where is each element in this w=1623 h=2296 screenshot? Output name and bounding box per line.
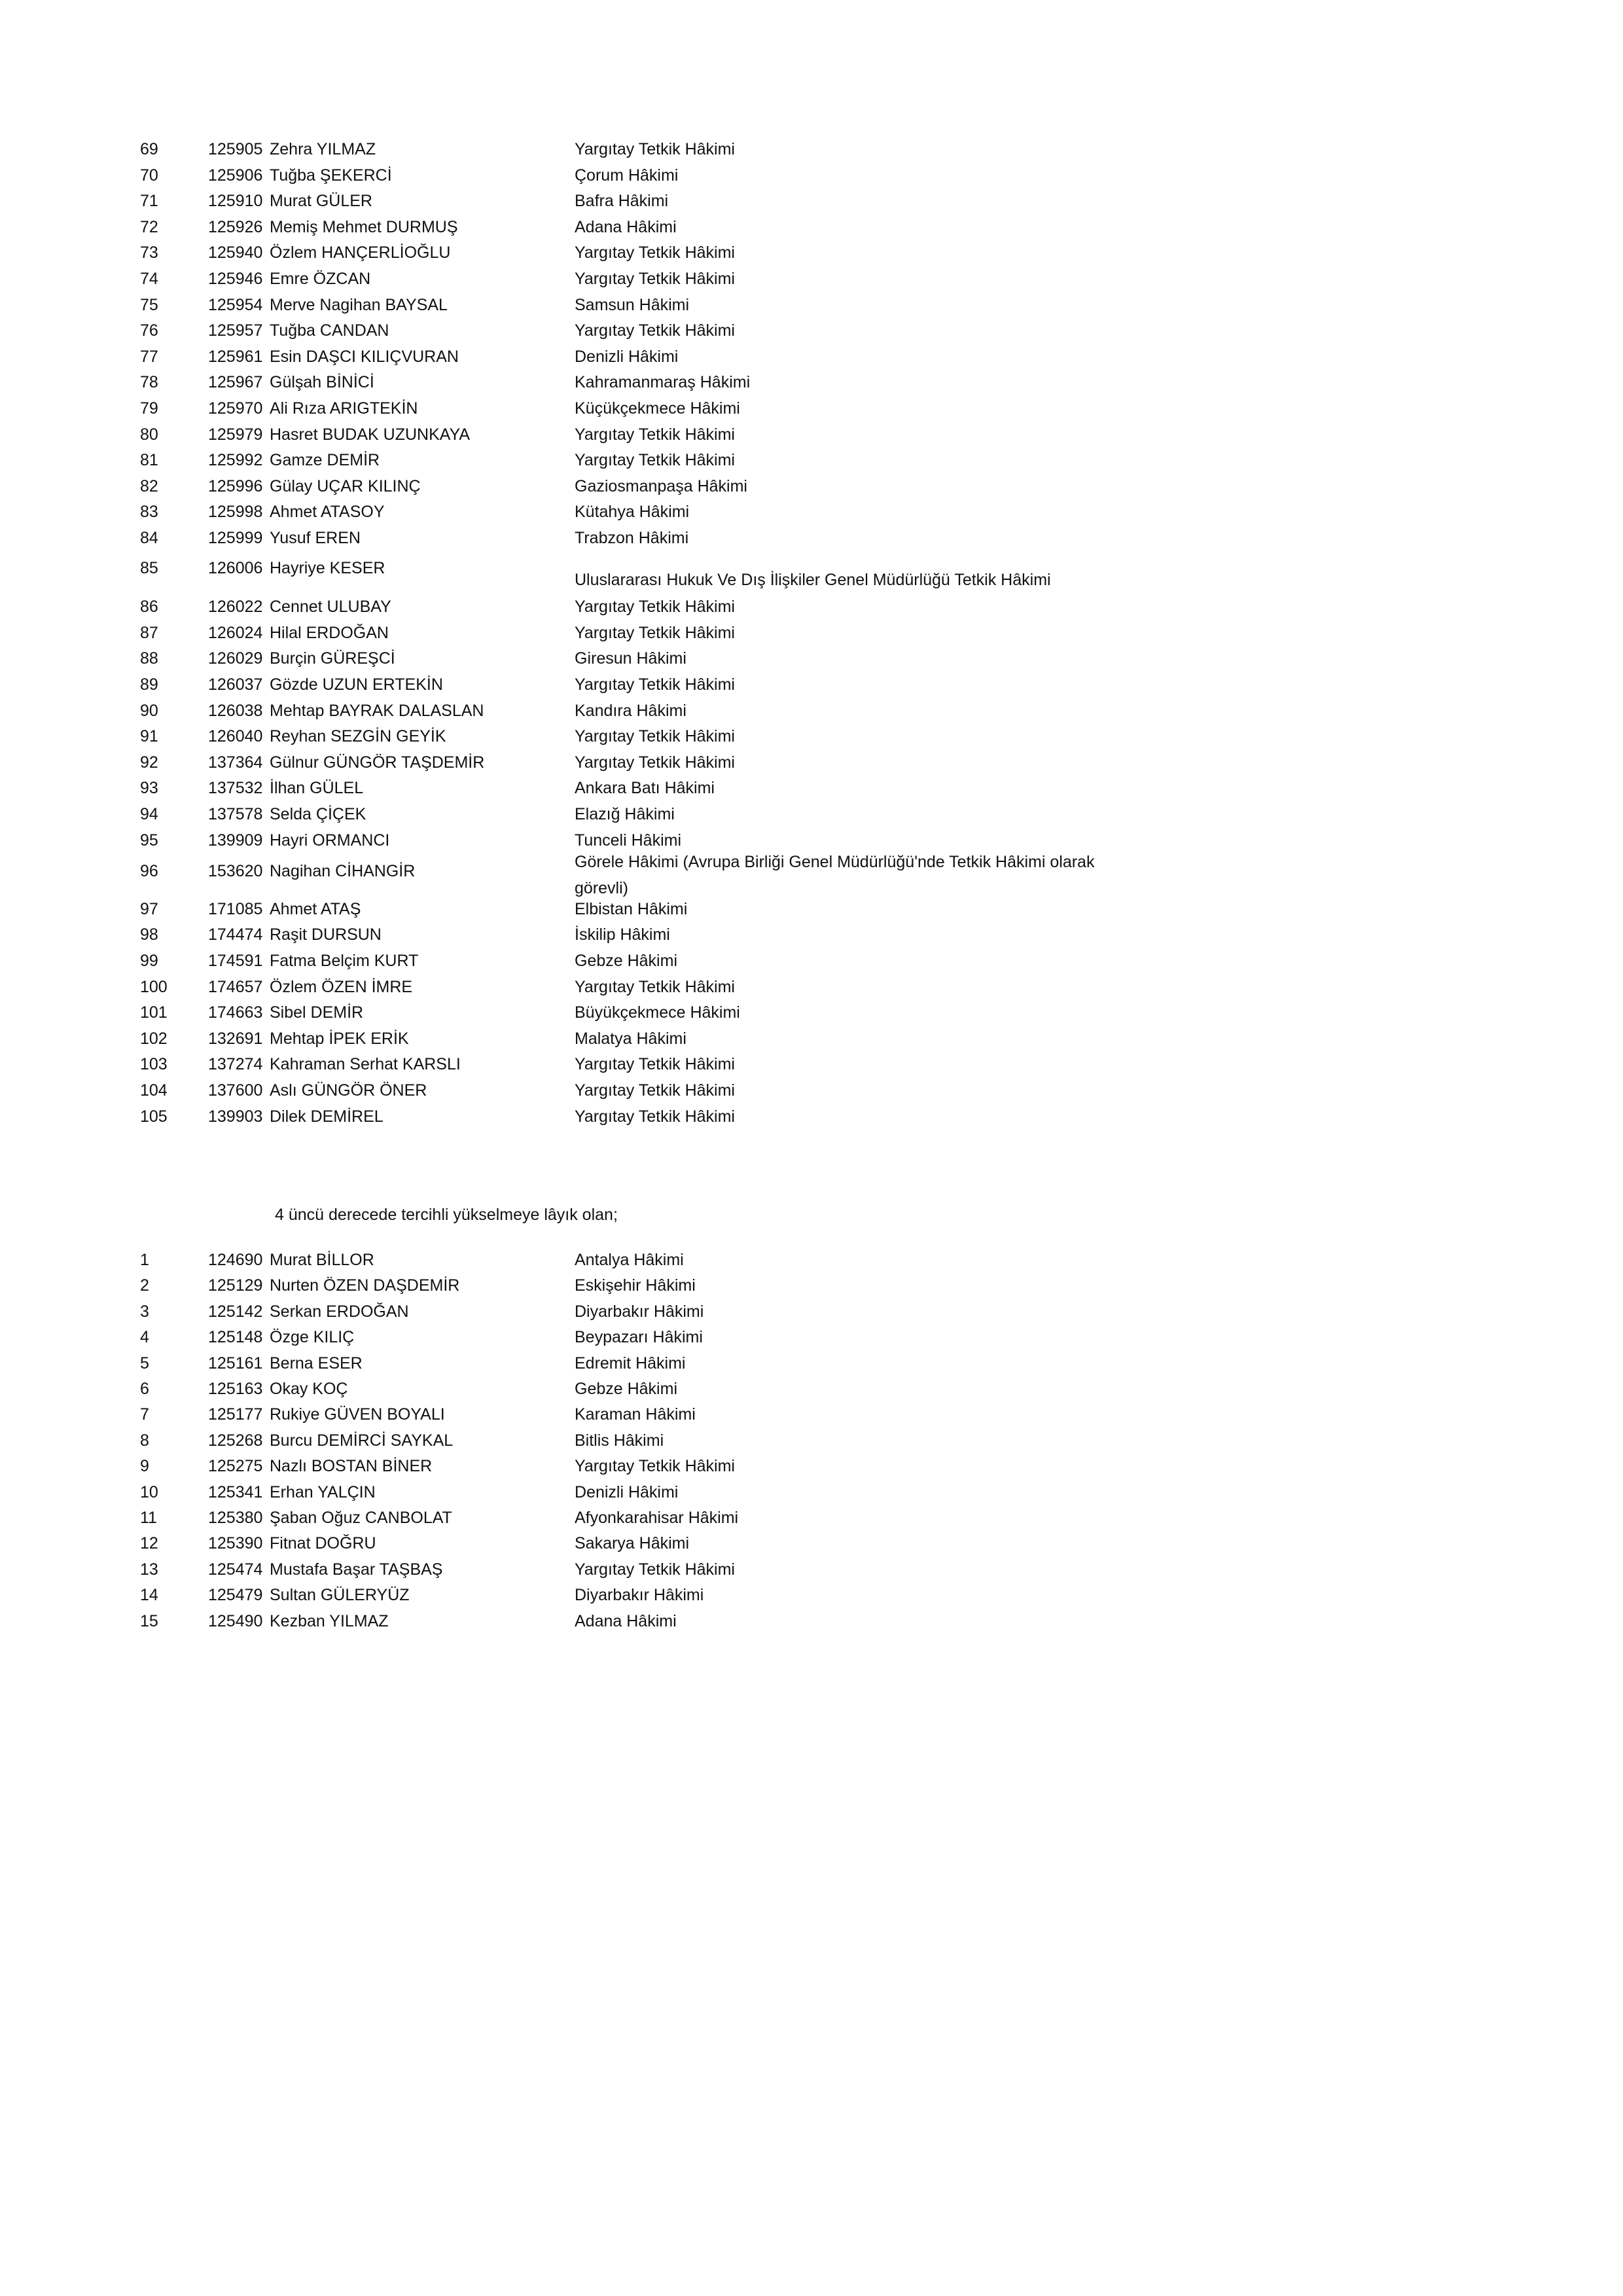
assignment: Yargıtay Tetkik Hâkimi — [575, 1457, 735, 1476]
person-name: Ali Rıza ARIGTEKİN — [270, 399, 418, 418]
person-name: Kahraman Serhat KARSLI — [270, 1055, 461, 1074]
assignment: Giresun Hâkimi — [575, 649, 687, 668]
registry-number: 125341 — [208, 1482, 263, 1501]
row-number: 94 — [140, 805, 158, 823]
row-number: 91 — [140, 727, 158, 746]
row-number: 82 — [140, 476, 158, 495]
registry-number: 171085 — [208, 899, 263, 918]
person-name: Sibel DEMİR — [270, 1003, 364, 1022]
assignment: Diyarbakır Hâkimi — [575, 1586, 704, 1605]
row-number: 103 — [140, 1055, 168, 1074]
registry-number: 126038 — [208, 701, 263, 720]
person-name: Özge KILIÇ — [270, 1328, 355, 1347]
registry-number: 125390 — [208, 1534, 263, 1553]
assignment: Trabzon Hâkimi — [575, 529, 689, 547]
row-number: 102 — [140, 1029, 168, 1048]
assignment: Yargıtay Tetkik Hâkimi — [575, 243, 735, 262]
row-number: 14 — [140, 1586, 158, 1605]
row-number: 88 — [140, 649, 158, 668]
assignment: Ankara Batı Hâkimi — [575, 779, 715, 798]
person-name: Mustafa Başar TAŞBAŞ — [270, 1560, 443, 1579]
row-number: 75 — [140, 295, 158, 314]
registry-number: 125129 — [208, 1276, 263, 1295]
row-number: 98 — [140, 925, 158, 944]
person-name: Fatma Belçim KURT — [270, 952, 419, 970]
registry-number: 125946 — [208, 270, 263, 288]
assignment: Yargıtay Tetkik Hâkimi — [575, 598, 735, 617]
person-name: Tuğba ŞEKERCİ — [270, 166, 392, 185]
person-name: Gözde UZUN ERTEKİN — [270, 675, 443, 694]
person-name: Berna ESER — [270, 1354, 363, 1372]
person-name: Şaban Oğuz CANBOLAT — [270, 1509, 452, 1527]
row-number: 7 — [140, 1405, 149, 1424]
registry-number: 132691 — [208, 1029, 263, 1048]
registry-number: 124690 — [208, 1251, 263, 1269]
row-number: 100 — [140, 977, 168, 996]
assignment: Yargıtay Tetkik Hâkimi — [575, 270, 735, 288]
assignment: Adana Hâkimi — [575, 1611, 677, 1630]
row-number: 105 — [140, 1107, 168, 1126]
assignment: Adana Hâkimi — [575, 217, 677, 236]
assignment: Edremit Hâkimi — [575, 1354, 686, 1372]
row-number: 104 — [140, 1081, 168, 1100]
assignment: Bitlis Hâkimi — [575, 1431, 664, 1450]
registry-number: 125926 — [208, 217, 263, 236]
person-name: Ahmet ATAŞ — [270, 899, 361, 918]
registry-number: 125474 — [208, 1560, 263, 1579]
person-name: Sultan GÜLERYÜZ — [270, 1586, 410, 1605]
assignment: Yargıtay Tetkik Hâkimi — [575, 675, 735, 694]
registry-number: 125490 — [208, 1611, 263, 1630]
row-number: 96 — [140, 862, 158, 881]
registry-number: 137274 — [208, 1055, 263, 1074]
registry-number: 126006 — [208, 558, 263, 577]
person-name: Gülşah BİNİCİ — [270, 373, 374, 392]
person-name: Memiş Mehmet DURMUŞ — [270, 217, 458, 236]
person-name: Hasret BUDAK UZUNKAYA — [270, 425, 471, 444]
person-name: Zehra YILMAZ — [270, 140, 376, 158]
assignment: Samsun Hâkimi — [575, 295, 690, 314]
registry-number: 174474 — [208, 925, 263, 944]
person-name: Burçin GÜREŞCİ — [270, 649, 395, 668]
person-name: Esin DAŞCI KILIÇVURAN — [270, 347, 459, 366]
registry-number: 125999 — [208, 529, 263, 547]
registry-number: 126029 — [208, 649, 263, 668]
row-number: 13 — [140, 1560, 158, 1579]
row-number: 2 — [140, 1276, 149, 1295]
person-name: Murat GÜLER — [270, 192, 372, 211]
registry-number: 125161 — [208, 1354, 263, 1372]
row-number: 97 — [140, 899, 158, 918]
assignment: Yargıtay Tetkik Hâkimi — [575, 727, 735, 746]
assignment: Yargıtay Tetkik Hâkimi — [575, 1081, 735, 1100]
registry-number: 125970 — [208, 399, 263, 418]
row-number: 72 — [140, 217, 158, 236]
assignment: Gaziosmanpaşa Hâkimi — [575, 476, 747, 495]
registry-number: 137364 — [208, 753, 263, 772]
registry-number: 125940 — [208, 243, 263, 262]
row-number: 4 — [140, 1328, 149, 1347]
person-name: Burcu DEMİRCİ SAYKAL — [270, 1431, 454, 1450]
person-name: Gamze DEMİR — [270, 451, 380, 470]
registry-number: 125479 — [208, 1586, 263, 1605]
registry-number: 174663 — [208, 1003, 263, 1022]
assignment: Yargıtay Tetkik Hâkimi — [575, 451, 735, 470]
person-name: Erhan YALÇIN — [270, 1482, 376, 1501]
row-number: 93 — [140, 779, 158, 798]
person-name: Okay KOÇ — [270, 1380, 348, 1398]
person-name: Serkan ERDOĞAN — [270, 1302, 409, 1321]
row-number: 6 — [140, 1380, 149, 1398]
row-number: 101 — [140, 1003, 168, 1022]
assignment: Yargıtay Tetkik Hâkimi — [575, 1107, 735, 1126]
row-number: 81 — [140, 451, 158, 470]
assignment: Elbistan Hâkimi — [575, 899, 688, 918]
assignment: Elazığ Hâkimi — [575, 805, 675, 823]
registry-number: 125148 — [208, 1328, 263, 1347]
assignment: Denizli Hâkimi — [575, 1482, 679, 1501]
row-number: 71 — [140, 192, 158, 211]
row-number: 78 — [140, 373, 158, 392]
row-number: 74 — [140, 270, 158, 288]
assignment: Büyükçekmece Hâkimi — [575, 1003, 740, 1022]
assignment: Yargıtay Tetkik Hâkimi — [575, 140, 735, 158]
row-number: 5 — [140, 1354, 149, 1372]
registry-number: 125967 — [208, 373, 263, 392]
assignment: Kütahya Hâkimi — [575, 503, 690, 522]
row-number: 79 — [140, 399, 158, 418]
row-number: 73 — [140, 243, 158, 262]
person-name: Dilek DEMİREL — [270, 1107, 383, 1126]
person-name: Selda ÇİÇEK — [270, 805, 366, 823]
registry-number: 125905 — [208, 140, 263, 158]
assignment: Yargıtay Tetkik Hâkimi — [575, 977, 735, 996]
row-number: 84 — [140, 529, 158, 547]
person-name: Hayriye KESER — [270, 558, 385, 577]
registry-number: 125992 — [208, 451, 263, 470]
row-number: 8 — [140, 1431, 149, 1450]
person-name: Kezban YILMAZ — [270, 1611, 389, 1630]
row-number: 12 — [140, 1534, 158, 1553]
row-number: 70 — [140, 166, 158, 185]
row-number: 83 — [140, 503, 158, 522]
person-name: Nurten ÖZEN DAŞDEMİR — [270, 1276, 460, 1295]
row-number: 11 — [140, 1509, 157, 1527]
registry-number: 153620 — [208, 862, 263, 881]
assignment: Yargıtay Tetkik Hâkimi — [575, 425, 735, 444]
assignment: Tunceli Hâkimi — [575, 831, 682, 850]
assignment: Denizli Hâkimi — [575, 347, 679, 366]
row-number: 85 — [140, 558, 158, 577]
row-number: 80 — [140, 425, 158, 444]
row-number: 3 — [140, 1302, 149, 1321]
assignment: Yargıtay Tetkik Hâkimi — [575, 753, 735, 772]
assignment: Görele Hâkimi (Avrupa Birliği Genel Müdürlüğü'nde Tetkik Hâkimi olarak görevli) — [575, 853, 1095, 898]
registry-number: 139909 — [208, 831, 263, 850]
assignment: Yargıtay Tetkik Hâkimi — [575, 1560, 735, 1579]
row-number: 15 — [140, 1611, 158, 1630]
registry-number: 125954 — [208, 295, 263, 314]
assignment: Kahramanmaraş Hâkimi — [575, 373, 751, 392]
assignment: Eskişehir Hâkimi — [575, 1276, 696, 1295]
registry-number: 125979 — [208, 425, 263, 444]
person-name: Hilal ERDOĞAN — [270, 623, 389, 642]
person-name: Yusuf EREN — [270, 529, 361, 547]
person-name: Fitnat DOĞRU — [270, 1534, 376, 1553]
row-number: 87 — [140, 623, 158, 642]
assignment: Küçükçekmece Hâkimi — [575, 399, 740, 418]
registry-number: 126040 — [208, 727, 263, 746]
assignment: Diyarbakır Hâkimi — [575, 1302, 704, 1321]
row-number: 69 — [140, 140, 158, 158]
person-name: Merve Nagihan BAYSAL — [270, 295, 448, 314]
row-number: 10 — [140, 1482, 158, 1501]
person-name: Murat BİLLOR — [270, 1251, 374, 1269]
registry-number: 125380 — [208, 1509, 263, 1527]
assignment: Çorum Hâkimi — [575, 166, 679, 185]
assignment: Yargıtay Tetkik Hâkimi — [575, 1055, 735, 1074]
person-name: Özlem ÖZEN İMRE — [270, 977, 413, 996]
person-name: Mehtap İPEK ERİK — [270, 1029, 409, 1048]
assignment: Beypazarı Hâkimi — [575, 1328, 703, 1347]
registry-number: 125957 — [208, 321, 263, 340]
row-number: 89 — [140, 675, 158, 694]
person-name: Rukiye GÜVEN BOYALI — [270, 1405, 445, 1424]
assignment: Kandıra Hâkimi — [575, 701, 687, 720]
registry-number: 137600 — [208, 1081, 263, 1100]
row-number: 76 — [140, 321, 158, 340]
registry-number: 125142 — [208, 1302, 263, 1321]
person-name: Ahmet ATASOY — [270, 503, 385, 522]
registry-number: 125275 — [208, 1457, 263, 1476]
row-number: 99 — [140, 952, 158, 970]
person-name: Nagihan CİHANGİR — [270, 862, 416, 881]
assignment: İskilip Hâkimi — [575, 925, 670, 944]
registry-number: 174657 — [208, 977, 263, 996]
assignment: Malatya Hâkimi — [575, 1029, 687, 1048]
person-name: Mehtap BAYRAK DALASLAN — [270, 701, 484, 720]
person-name: Hayri ORMANCI — [270, 831, 390, 850]
registry-number: 126037 — [208, 675, 263, 694]
person-name: Gülay UÇAR KILINÇ — [270, 476, 421, 495]
row-number: 9 — [140, 1457, 149, 1476]
registry-number: 125177 — [208, 1405, 263, 1424]
registry-number: 125906 — [208, 166, 263, 185]
registry-number: 126024 — [208, 623, 263, 642]
assignment: Bafra Hâkimi — [575, 192, 669, 211]
section-2-heading: 4 üncü derecede tercihli yükselmeye lâyık olan; — [275, 1206, 618, 1224]
registry-number: 126022 — [208, 598, 263, 617]
row-number: 1 — [140, 1251, 149, 1269]
assignment: Sakarya Hâkimi — [575, 1534, 690, 1553]
row-number: 90 — [140, 701, 158, 720]
assignment: Yargıtay Tetkik Hâkimi — [575, 623, 735, 642]
assignment: Antalya Hâkimi — [575, 1251, 684, 1269]
person-name: İlhan GÜLEL — [270, 779, 364, 798]
person-name: Özlem HANÇERLİOĞLU — [270, 243, 451, 262]
person-name: Emre ÖZCAN — [270, 270, 371, 288]
person-name: Reyhan SEZGİN GEYİK — [270, 727, 446, 746]
registry-number: 125910 — [208, 192, 263, 211]
registry-number: 137578 — [208, 805, 263, 823]
row-number: 95 — [140, 831, 158, 850]
assignment: Gebze Hâkimi — [575, 952, 677, 970]
row-number: 86 — [140, 598, 158, 617]
registry-number: 125996 — [208, 476, 263, 495]
person-name: Raşit DURSUN — [270, 925, 382, 944]
person-name: Cennet ULUBAY — [270, 598, 391, 617]
registry-number: 125961 — [208, 347, 263, 366]
assignment: Yargıtay Tetkik Hâkimi — [575, 321, 735, 340]
row-number: 92 — [140, 753, 158, 772]
row-number: 77 — [140, 347, 158, 366]
registry-number: 125268 — [208, 1431, 263, 1450]
registry-number: 174591 — [208, 952, 263, 970]
registry-number: 139903 — [208, 1107, 263, 1126]
assignment: Karaman Hâkimi — [575, 1405, 696, 1424]
assignment: Gebze Hâkimi — [575, 1380, 677, 1398]
person-name: Aslı GÜNGÖR ÖNER — [270, 1081, 427, 1100]
assignment: Uluslararası Hukuk Ve Dış İlişkiler Genel Müdürlüğü Tetkik Hâkimi — [575, 570, 1051, 589]
person-name: Tuğba CANDAN — [270, 321, 389, 340]
registry-number: 137532 — [208, 779, 263, 798]
registry-number: 125163 — [208, 1380, 263, 1398]
registry-number: 125998 — [208, 503, 263, 522]
person-name: Nazlı BOSTAN BİNER — [270, 1457, 433, 1476]
person-name: Gülnur GÜNGÖR TAŞDEMİR — [270, 753, 485, 772]
assignment: Afyonkarahisar Hâkimi — [575, 1509, 739, 1527]
